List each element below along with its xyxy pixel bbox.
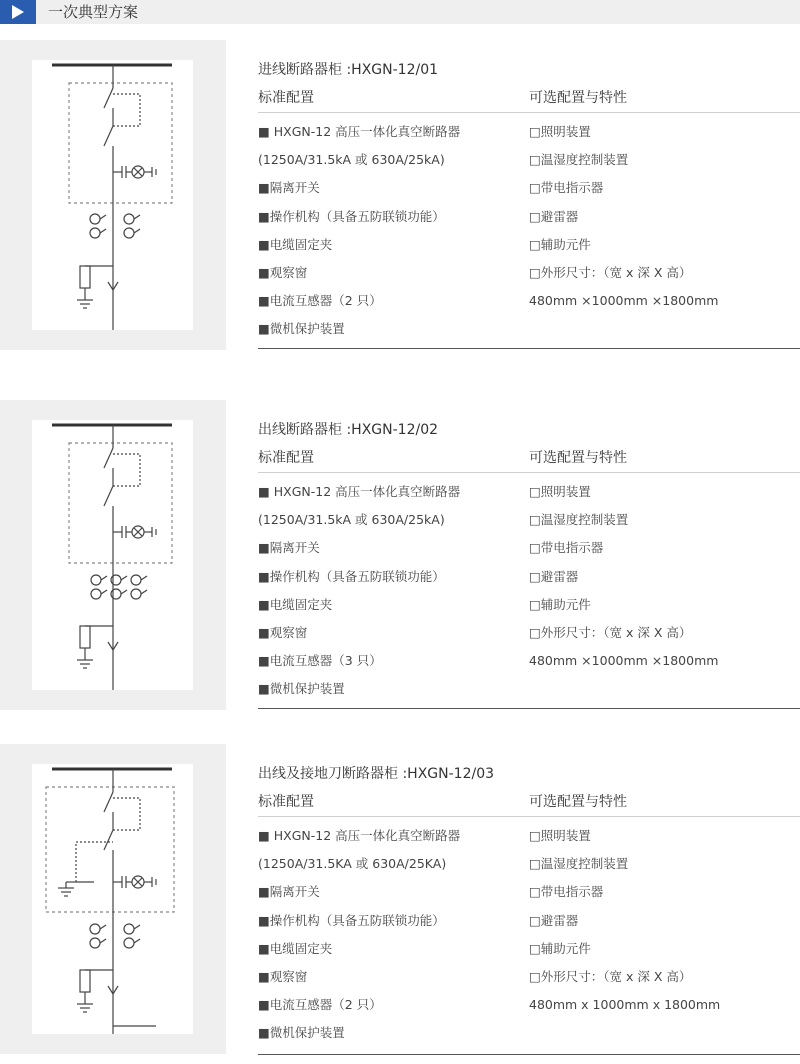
list-item: □带电指示器: [529, 884, 604, 900]
optional-config-list: [529, 826, 720, 1023]
list-item: ■操作机构（具备五防联锁功能）: [258, 912, 445, 928]
list-item: ■操作机构（具备五防联锁功能）: [258, 568, 445, 584]
header-icon-box: [0, 0, 36, 24]
single-line-diagram-icon: [32, 60, 193, 330]
play-triangle-icon: [12, 5, 24, 19]
list-item: 480mm ×1000mm ×1800mm: [529, 293, 719, 309]
circuit-diagram-card: [32, 764, 193, 1034]
optional-config-heading: 可选配置与特性: [529, 794, 627, 810]
list-item: □避雷器: [529, 912, 579, 928]
list-item: □避雷器: [529, 568, 579, 584]
header-title: 一次典型方案: [48, 3, 139, 21]
scheme-info: [258, 420, 800, 712]
list-item: □避雷器: [529, 208, 579, 224]
list-item: □外形尺寸：（宽 x 深 X 高）: [529, 968, 692, 984]
list-item: □辅助元件: [529, 236, 591, 252]
standard-config-heading: 标准配置: [258, 90, 314, 106]
list-item: ■微机保护装置: [258, 321, 345, 337]
list-item: ■电缆固定夹: [258, 596, 333, 612]
list-item: 480mm ×1000mm ×1800mm: [529, 653, 719, 669]
optional-config-heading: 可选配置与特性: [529, 450, 627, 466]
list-item: □照明装置: [529, 484, 591, 499]
scheme-section-2: [0, 400, 800, 712]
heading-divider: [258, 112, 800, 113]
heading-divider: [258, 816, 800, 817]
optional-config-list: [529, 122, 718, 319]
list-item: ■观察窗: [258, 264, 308, 280]
list-item: □带电指示器: [529, 540, 604, 556]
list-item: □外形尺寸：（宽 x 深 X 高）: [529, 264, 692, 280]
cabinet-title: 进线断路器柜 :HXGN-12/01: [258, 62, 439, 78]
circuit-diagram-card: [32, 60, 193, 330]
section-divider: [258, 1054, 800, 1055]
list-item: □带电指示器: [529, 180, 604, 196]
standard-config-heading: 标准配置: [258, 794, 314, 810]
optional-config-heading: 可选配置与特性: [529, 90, 627, 106]
list-item: ■ HXGN-12 高压一体化真空断路器: [258, 124, 461, 139]
list-item: ■电缆固定夹: [258, 236, 333, 252]
list-item: □照明装置: [529, 828, 591, 843]
list-item: ■ HXGN-12 高压一体化真空断路器: [258, 484, 461, 499]
list-item: ■操作机构（具备五防联锁功能）: [258, 208, 445, 224]
list-item: □照明装置: [529, 124, 591, 139]
list-item: ■观察窗: [258, 968, 308, 984]
diagram-panel: [0, 400, 226, 710]
list-item: 480mm x 1000mm x 1800mm: [529, 997, 721, 1013]
list-item: (1250A/31.5KA 或 630A/25KA): [258, 856, 447, 872]
section-divider: [258, 348, 800, 349]
scheme-section-1: [0, 40, 800, 352]
list-item: ■隔离开关: [258, 884, 320, 900]
list-item: □辅助元件: [529, 940, 591, 956]
list-item: ■电流互感器（3 只）: [258, 653, 382, 669]
list-item: □温湿度控制装置: [529, 512, 629, 528]
list-item: ■电流互感器（2 只）: [258, 293, 382, 309]
circuit-diagram-card: [32, 420, 193, 690]
list-item: ■电流互感器（2 只）: [258, 997, 382, 1013]
list-item: ■隔离开关: [258, 540, 320, 556]
standard-config-heading: 标准配置: [258, 450, 314, 466]
list-item: □辅助元件: [529, 596, 591, 612]
scheme-info: [258, 764, 800, 1064]
list-item: ■微机保护装置: [258, 1025, 345, 1041]
list-item: □温湿度控制装置: [529, 152, 629, 168]
list-item: ■隔离开关: [258, 180, 320, 196]
list-item: ■ HXGN-12 高压一体化真空断路器: [258, 828, 461, 843]
list-item: ■电缆固定夹: [258, 940, 333, 956]
list-item: (1250A/31.5kA 或 630A/25kA): [258, 152, 445, 168]
heading-divider: [258, 472, 800, 473]
list-item: □温湿度控制装置: [529, 856, 629, 872]
single-line-diagram-icon: [32, 764, 193, 1034]
cabinet-title: 出线断路器柜 :HXGN-12/02: [258, 422, 439, 438]
scheme-section-3: [0, 744, 800, 1064]
list-item: ■观察窗: [258, 624, 308, 640]
optional-config-list: [529, 482, 718, 679]
cabinet-title: 出线及接地刀断路器柜 :HXGN-12/03: [258, 766, 495, 782]
single-line-diagram-icon: [32, 420, 193, 690]
standard-config-list: [258, 826, 460, 1052]
diagram-panel: [0, 744, 226, 1054]
section-divider: [258, 708, 800, 709]
list-item: □外形尺寸：（宽 x 深 X 高）: [529, 624, 692, 640]
diagram-panel: [0, 40, 226, 350]
scheme-info: [258, 60, 800, 352]
standard-config-list: [258, 122, 460, 348]
list-item: (1250A/31.5kA 或 630A/25kA): [258, 512, 445, 528]
list-item: ■微机保护装置: [258, 681, 345, 697]
section-header: [0, 0, 800, 24]
standard-config-list: [258, 482, 460, 708]
